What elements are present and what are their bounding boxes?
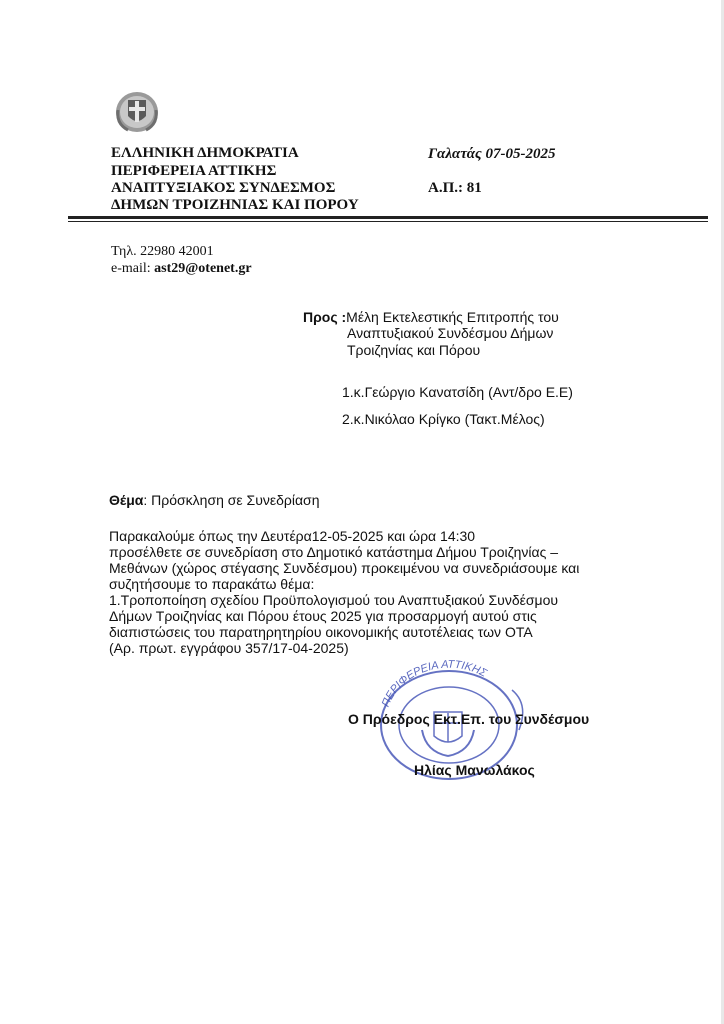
svg-text:ΠΕΡΙΦΕΡΕΙΑ ΑΤΤΙΚΗΣ bbox=[380, 660, 489, 709]
body-line-5: 1.Τροποποίηση σχεδίου Προϋπολογισμού του Αναπτυξιακού Συνδέσμου bbox=[109, 592, 559, 608]
recipient-member-1: 1.κ.Γεώργιο Κανατσίδη (Αντ/δρο Ε.Ε) bbox=[342, 384, 573, 400]
subject-label: Θέμα bbox=[109, 492, 144, 508]
body-line-7: διαπιστώσεις του παρατηρητηρίου οικονομικής αυτοτέλειας των ΟΤΑ bbox=[109, 624, 533, 640]
contact-phone bbox=[111, 244, 214, 260]
phone-label: Τηλ. bbox=[111, 244, 137, 259]
subject-line bbox=[109, 492, 319, 508]
recipients-line-1 bbox=[303, 309, 559, 325]
body-line-8: (Αρ. πρωτ. εγγράφου 357/17-04-2025) bbox=[109, 640, 349, 656]
body-line-3: Μεθάνων (χώρος στέγασης Συνδέσμου) προκειμένου να συνεδριάσουμε και bbox=[109, 560, 580, 576]
header-line-1: ΕΛΛΗΝΙΚΗ ΔΗΜΟΚΡΑΤΙΑ bbox=[111, 145, 299, 161]
header-divider-thick bbox=[68, 216, 708, 219]
greek-coat-of-arms-emblem bbox=[114, 88, 160, 134]
body-line-2: προσέλθετε σε συνεδρίαση στο Δημοτικό κατάστημα Δήμου Τροιζηνίας – bbox=[109, 544, 558, 560]
email-label: e-mail: bbox=[111, 261, 151, 276]
body-line-4: συζητήσουμε το παρακάτω θέμα: bbox=[109, 576, 315, 592]
recipients-label: Προς : bbox=[303, 309, 347, 325]
email-address: ast29@otenet.gr bbox=[154, 261, 252, 276]
phone-number: 22980 42001 bbox=[140, 244, 214, 259]
header-line-2: ΠΕΡΙΦΕΡΕΙΑ ΑΤΤΙΚΗΣ bbox=[111, 163, 277, 179]
recipients-line-2: Αναπτυξιακού Συνδέσμου Δήμων bbox=[347, 325, 554, 341]
signature-title: Ο Πρόεδρος Εκτ.Επ. του Συνδέσμου bbox=[348, 711, 590, 727]
contact-email bbox=[111, 261, 252, 277]
body-line-1: Παρακαλούμε όπως την Δευτέρα12-05-2025 και ώρα 14:30 bbox=[109, 528, 476, 544]
protocol-number: Α.Π.: 81 bbox=[428, 180, 482, 196]
stamp-text: ΠΕΡΙΦΕΡΕΙΑ ΑΤΤΙΚΗΣ bbox=[379, 660, 489, 709]
recipients-group: Μέλη Εκτελεστικής Επιτροπής του bbox=[346, 309, 559, 325]
signature-name: Ηλίας Μανωλάκος bbox=[414, 762, 535, 778]
header-line-3: ΑΝΑΠΤΥΞΙΑΚΟΣ ΣΥΝΔΕΣΜΟΣ bbox=[111, 180, 336, 196]
document-date: Γαλατάς 07-05-2025 bbox=[428, 146, 556, 162]
recipient-member-2: 2.κ.Νικόλαο Κρίγκο (Τακτ.Μέλος) bbox=[342, 411, 545, 427]
header-divider-thin bbox=[68, 221, 708, 222]
header-line-4: ΔΗΜΩΝ ΤΡΟΙΖΗΝΙΑΣ ΚΑΙ ΠΟΡΟΥ bbox=[111, 197, 359, 213]
recipients-line-3: Τροιζηνίας και Πόρου bbox=[347, 342, 481, 358]
subject-text: : Πρόσκληση σε Συνεδρίαση bbox=[143, 492, 320, 508]
body-line-6: Δήμων Τροιζηνίας και Πόρου έτους 2025 για προσαρμογή αυτού στις bbox=[109, 608, 537, 624]
